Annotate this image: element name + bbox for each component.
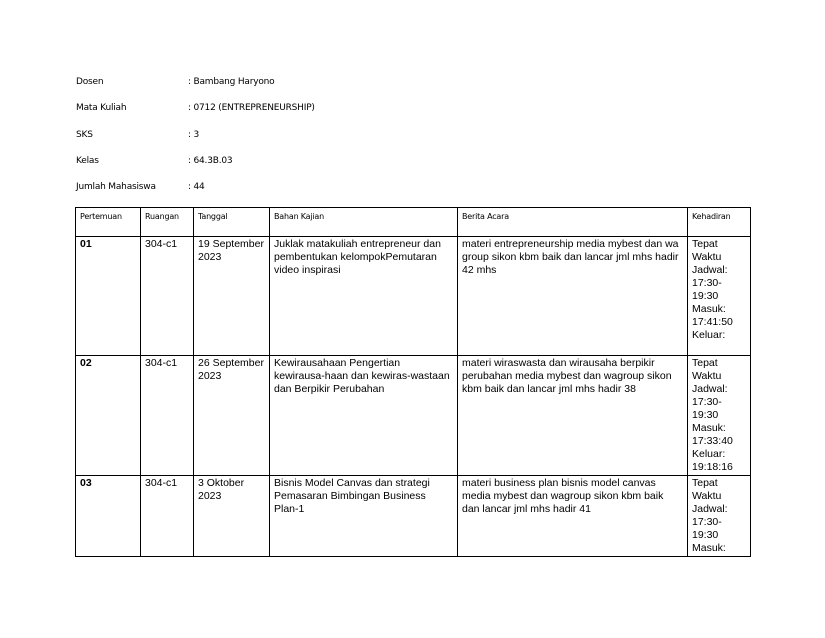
info-value: : Bambang Haryono [188, 77, 275, 87]
cell-bahan-kajian: Bisnis Model Canvas dan strategi Pemasaran Bimbingan Business Plan-1 [270, 476, 458, 557]
table-row [76, 237, 751, 356]
cell-ruangan: 304-c1 [141, 237, 194, 356]
info-label: SKS [76, 130, 93, 140]
info-label: Kelas [76, 156, 99, 166]
cell-berita-acara: materi wiraswasta dan wirausaha berpikir perubahan media mybest dan wagroup sikon kbm baik dan lancar jml mhs hadir 38 [458, 356, 688, 476]
table-row [76, 476, 751, 557]
cell-bahan-kajian: Juklak matakuliah entrepreneur dan pembentukan kelompokPemutaran video inspirasi [270, 237, 458, 356]
cell-kehadiran: Tepat Waktu Jadwal: 17:30-19:30 Masuk: 17:41:50 Keluar: [688, 237, 751, 356]
info-value: : 44 [188, 182, 205, 192]
column-header: Tanggal [194, 208, 270, 237]
info-label: Dosen [76, 77, 104, 87]
info-value: : 3 [188, 130, 200, 140]
cell-pertemuan: 02 [76, 356, 141, 476]
column-header: Pertemuan [76, 208, 141, 237]
column-header: Ruangan [141, 208, 194, 237]
info-value: : 0712 (ENTREPRENEURSHIP) [188, 103, 315, 113]
cell-kehadiran: Tepat Waktu Jadwal: 17:30-19:30 Masuk: 17:33:40 Keluar: 19:18:16 [688, 356, 751, 476]
cell-ruangan: 304-c1 [141, 476, 194, 557]
cell-berita-acara: materi business plan bisnis model canvas media mybest dan wagroup sikon kbm baik dan lancar jml mhs hadir 41 [458, 476, 688, 557]
cell-pertemuan: 03 [76, 476, 141, 557]
info-value: : 64.3B.03 [188, 156, 233, 166]
cell-berita-acara: materi entrepreneurship media mybest dan wa group sikon kbm baik dan lancar jml mhs hadir 42 mhs [458, 237, 688, 356]
cell-bahan-kajian: Kewirausahaan Pengertian kewirausa-haan dan kewiras-wastaan dan Berpikir Perubahan [270, 356, 458, 476]
column-header: Berita Acara [458, 208, 688, 237]
table-header-row [76, 208, 751, 237]
cell-tanggal: 3 Oktober 2023 [194, 476, 270, 557]
column-header: Kehadiran [688, 208, 751, 237]
column-header: Bahan Kajian [270, 208, 458, 237]
info-label: Mata Kuliah [76, 103, 127, 113]
berita-acara-table [75, 207, 751, 557]
table-row [76, 356, 751, 476]
cell-kehadiran: Tepat Waktu Jadwal: 17:30-19:30 Masuk: [688, 476, 751, 557]
cell-tanggal: 26 September 2023 [194, 356, 270, 476]
cell-pertemuan: 01 [76, 237, 141, 356]
cell-tanggal: 19 September 2023 [194, 237, 270, 356]
info-label: Jumlah Mahasiswa [76, 182, 156, 192]
cell-ruangan: 304-c1 [141, 356, 194, 476]
